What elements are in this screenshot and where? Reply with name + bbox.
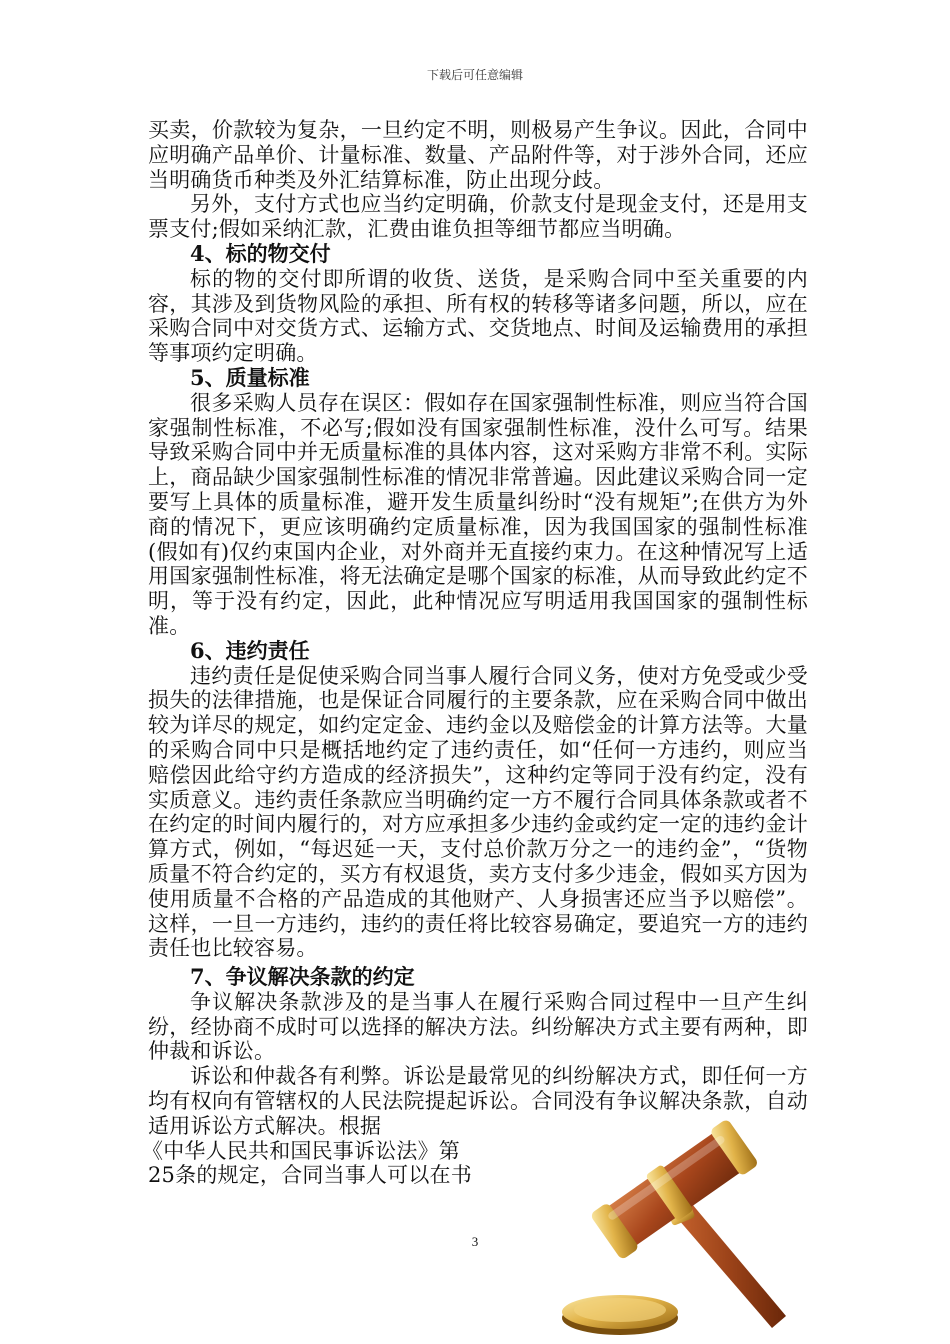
section-7-paragraph-1: 争议解决条款涉及的是当事人在履行采购合同过程中一旦产生纠纷，经协商不成时可以选择的解决方法。纠纷解决方式主要有两种，即仲裁和诉讼。 — [148, 989, 808, 1064]
document-body — [142, 118, 808, 1188]
section-heading-5: 5、质量标准 — [190, 364, 310, 390]
section-heading-7: 7、争议解决条款的约定 — [190, 964, 415, 990]
section-heading-6: 6、违约责任 — [190, 637, 310, 663]
paragraph-price: 买卖，价款较为复杂，一旦约定不明，则极易产生争议。因此，合同中应明确产品单价、计量标准、数量、产品附件等，对于涉外合同，还应当明确货币种类及外汇结算标准，防止出现分歧。 — [148, 118, 808, 192]
section-heading-4: 4、标的物交付 — [190, 240, 331, 266]
gavel-icon — [560, 1120, 810, 1344]
page-header: 下载后可任意编辑 — [426, 68, 523, 82]
paragraph-line: 25条的规定，合同当事人可以在书 — [148, 1163, 472, 1188]
paragraph-payment: 另外，支付方式也应当约定明确，价款支付是现金支付，还是用支票支付;假如采纳汇款，汇费由谁负担等细节都应当明确。 — [148, 192, 808, 242]
section-5-text: 很多采购人员存在误区：假如存在国家强制性标准，则应当符合国家强制性标准，不必写;假如没有国家强制性标准，没什么可写。结果导致采购合同中并无质量标准的具体内容，这对采购方非常不利。实际上，商品缺少国家强制性标准的情况非常普遍。因此建议采购合同一定要写上具体的质量标准，避开发生质量纠纷时“没有规矩”;在供方为外商的情况下，更应该明确约定质量标准，因为我国国家的强制性标准(假如有)仅约束国内企业，对外商并无直接约束力。在这种情况写上适用国家强制性标准，将无法确定是哪个国家的标准，从而导致此约定不明，等于没有约定，因此，此种情况应写明适用我国国家的强制性标准。 — [148, 390, 808, 638]
section-7-paragraph-2: 诉讼和仲裁各有利弊。诉讼是最常见的纠纷解决方式，即任何一方均有权向有管辖权的人民法院提起诉讼。合同没有争议解决条款，自动适用诉讼方式解决。根据 — [148, 1064, 808, 1138]
section-7-paragraph-3 — [142, 1138, 503, 1189]
page-number: 3 — [471, 1234, 479, 1249]
paragraph-line: 《中华人民共和国民事诉讼法》第 — [142, 1138, 460, 1163]
section-6-text: 违约责任是促使采购合同当事人履行合同义务，使对方免受或少受损失的法律措施，也是保证合同履行的主要条款，应在采购合同中做出较为详尽的规定，如约定定金、违约金以及赔偿金的计算方法等。大量的采购合同中只是概括地约定了违约责任，如“任何一方违约，则应当赔偿因此给守约方造成的经济损失”，这种约定等同于没有约定，没有实质意义。违约责任条款应当明确约定一方不履行合同具体条款或者不在约定的时间内履行的，对方应承担多少违约金或约定一定的违约金计算方式，例如，“每迟延一天，支付总价款万分之一的违约金”，“货物质量不符合约定的，买方有权退货，卖方支付多少违金，假如买方因为使用质量不合格的产品造成的其他财产、人身损害还应当予以赔偿”。这样，一旦一方违约，违约的责任将比较容易确定，要追究一方的违约责任也比较容易。 — [148, 663, 808, 961]
section-4-text: 标的物的交付即所谓的收货、送货，是采购合同中至关重要的内容，其涉及到货物风险的承担、所有权的转移等诸多问题，所以，应在采购合同中对交货方式、运输方式、交货地点、时间及运输费用的承担等事项约定明确。 — [148, 266, 808, 366]
